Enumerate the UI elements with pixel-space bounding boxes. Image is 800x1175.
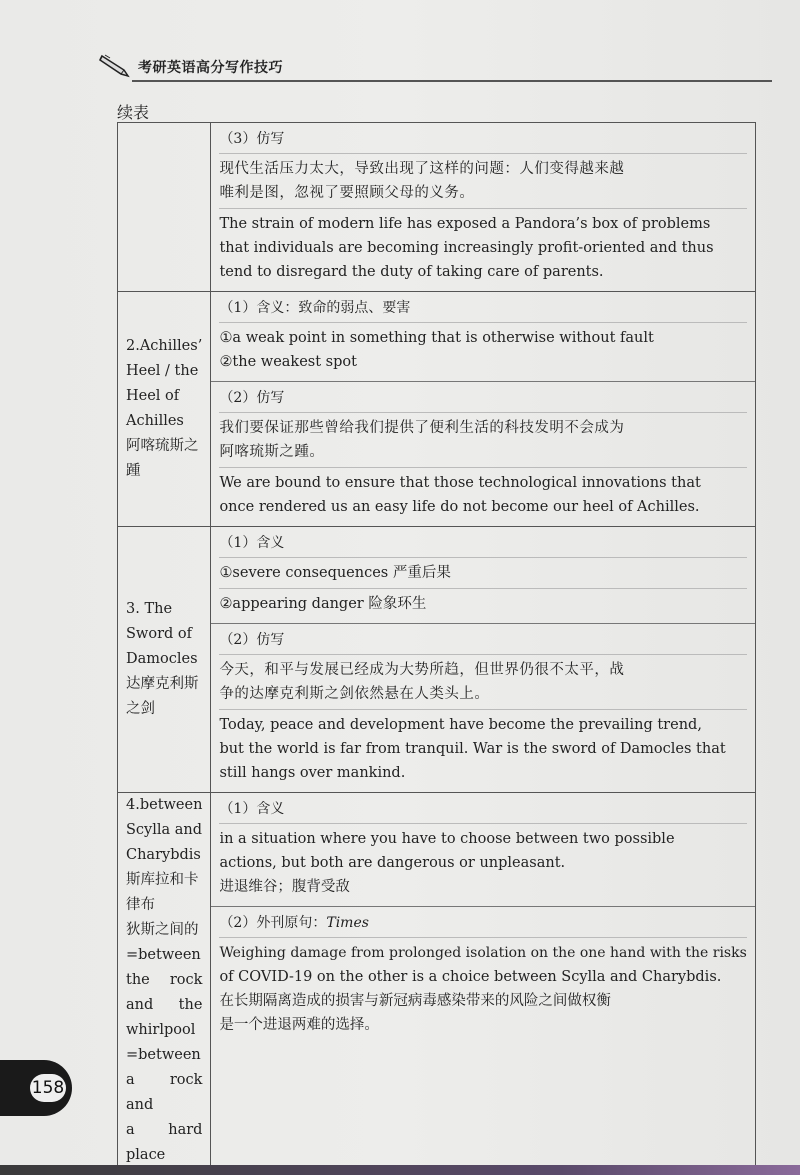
text-line: 我们要保证那些曾给我们提供了便利生活的科技发明不会成为 [219, 420, 625, 436]
text-line: The strain of modern life has exposed a Pandora’s box of problems [219, 216, 711, 232]
idiom-table [117, 122, 756, 1169]
bottom-edge [0, 1165, 800, 1175]
text-block [219, 558, 746, 589]
text-line: 在长期隔离造成的损害与新冠病毒感染带来的风险之间做权衡 [219, 993, 611, 1009]
text-line: We are bound to ensure that those technological innovations that [219, 475, 701, 491]
text-block [219, 655, 746, 710]
header-title: 考研英语高分写作技巧 [138, 60, 283, 76]
section-heading [219, 626, 746, 655]
term-line: 2.Achilles’ Heel / the [126, 338, 203, 379]
explanation-section [211, 793, 754, 907]
term-cell [118, 292, 211, 527]
text-line: tend to disregard the duty of taking care of parents. [219, 264, 604, 280]
table-row [118, 527, 756, 793]
text-line: once rendered us an easy life do not become our heel of Achilles. [219, 499, 700, 515]
page-number: 158 [30, 1074, 66, 1102]
explanation-section [211, 527, 754, 624]
term-line: 3. The Sword of [126, 601, 192, 642]
section-heading-text: （2）外刊原句： [219, 915, 327, 931]
section-heading [219, 529, 746, 558]
term-line: Charybdis [126, 847, 201, 863]
text-line: ①severe consequences 严重后果 [219, 565, 451, 581]
page-number-tab [0, 1060, 72, 1116]
text-block [219, 413, 746, 468]
term-line: 4.between Scylla and [126, 797, 203, 838]
term-line: =between the rock [126, 947, 203, 988]
text-line: 进退维谷；腹背受敌 [219, 879, 350, 895]
term-line: 狄斯之间的 [126, 922, 199, 938]
term-cell [118, 527, 211, 793]
text-line: but the world is far from tranquil. War is the sword of Damocles that [219, 741, 726, 757]
text-block [219, 589, 746, 619]
term-cell [118, 793, 211, 1169]
term-line: Heel of Achilles [126, 388, 184, 429]
section-heading-text: （2）仿写 [219, 390, 285, 406]
section-heading-text: （1）含义 [219, 535, 285, 551]
text-line: 今天，和平与发展已经成为大势所趋，但世界仍很不太平，战 [219, 662, 625, 678]
running-header [98, 48, 358, 84]
text-line: ②appearing danger 险象环生 [219, 596, 427, 612]
term-line: 达摩克利斯之剑 [126, 676, 199, 717]
source-name: Times [326, 915, 369, 931]
explanation-cell [211, 527, 755, 793]
section-heading [219, 795, 746, 824]
section-heading [219, 909, 746, 938]
section-heading-text: （3）仿写 [219, 131, 285, 147]
explanation-section [211, 624, 754, 792]
text-line: 现代生活压力太大，导致出现了这样的问题：人们变得越来越 [219, 161, 625, 177]
text-block [219, 710, 746, 788]
text-line: in a situation where you have to choose between two possible [219, 831, 675, 847]
term-line: and the whirlpool [126, 997, 203, 1038]
text-line: ②the weakest spot [219, 354, 357, 370]
term-line: Damocles [126, 651, 198, 667]
text-block [219, 323, 746, 377]
section-heading [219, 294, 746, 323]
text-line: 阿喀琉斯之踵。 [219, 444, 325, 460]
text-block [219, 468, 746, 522]
text-line: actions, but both are dangerous or unpleasant. [219, 855, 566, 871]
term-line: =between a rock and [126, 1047, 203, 1113]
section-heading [219, 125, 746, 154]
text-block [219, 938, 746, 1040]
text-line: Weighing damage from prolonged isolation on the one hand with the risks [219, 945, 747, 961]
continued-label: 续表 [117, 103, 150, 122]
text-block [219, 824, 746, 902]
section-heading-text: （2）仿写 [219, 632, 285, 648]
text-line: of COVID-19 on the other is a choice between Scylla and Charybdis. [219, 969, 722, 985]
explanation-section [211, 292, 754, 382]
text-line: Today, peace and development have become the prevailing trend, [219, 717, 702, 733]
text-line: 唯利是图，忽视了要照顾父母的义务。 [219, 185, 475, 201]
text-line: ①a weak point in something that is otherwise without fault [219, 330, 654, 346]
explanation-cell [211, 292, 755, 527]
pencil-icon [98, 50, 134, 78]
section-heading-text: （1）含义：致命的弱点、要害 [219, 300, 411, 316]
term-cell [118, 123, 211, 292]
explanation-cell [211, 793, 755, 1169]
explanation-section [211, 382, 754, 526]
explanation-section [211, 123, 754, 291]
explanation-cell [211, 123, 755, 292]
text-line: still hangs over mankind. [219, 765, 406, 781]
term-line: 阿喀琉斯之踵 [126, 438, 199, 479]
text-line: 是一个进退两难的选择。 [219, 1017, 379, 1033]
table-row [118, 292, 756, 527]
table-row [118, 793, 756, 1169]
section-heading-text: （1）含义 [219, 801, 285, 817]
section-heading [219, 384, 746, 413]
text-block [219, 154, 746, 209]
text-block [219, 209, 746, 287]
text-line: that individuals are becoming increasingly profit-oriented and thus [219, 240, 714, 256]
table-row [118, 123, 756, 292]
header-rule [132, 80, 772, 82]
term-line: a hard place [126, 1122, 203, 1163]
text-line: 争的达摩克利斯之剑依然悬在人类头上。 [219, 686, 490, 702]
explanation-section [211, 907, 754, 1044]
term-line: 斯库拉和卡律布 [126, 872, 199, 913]
